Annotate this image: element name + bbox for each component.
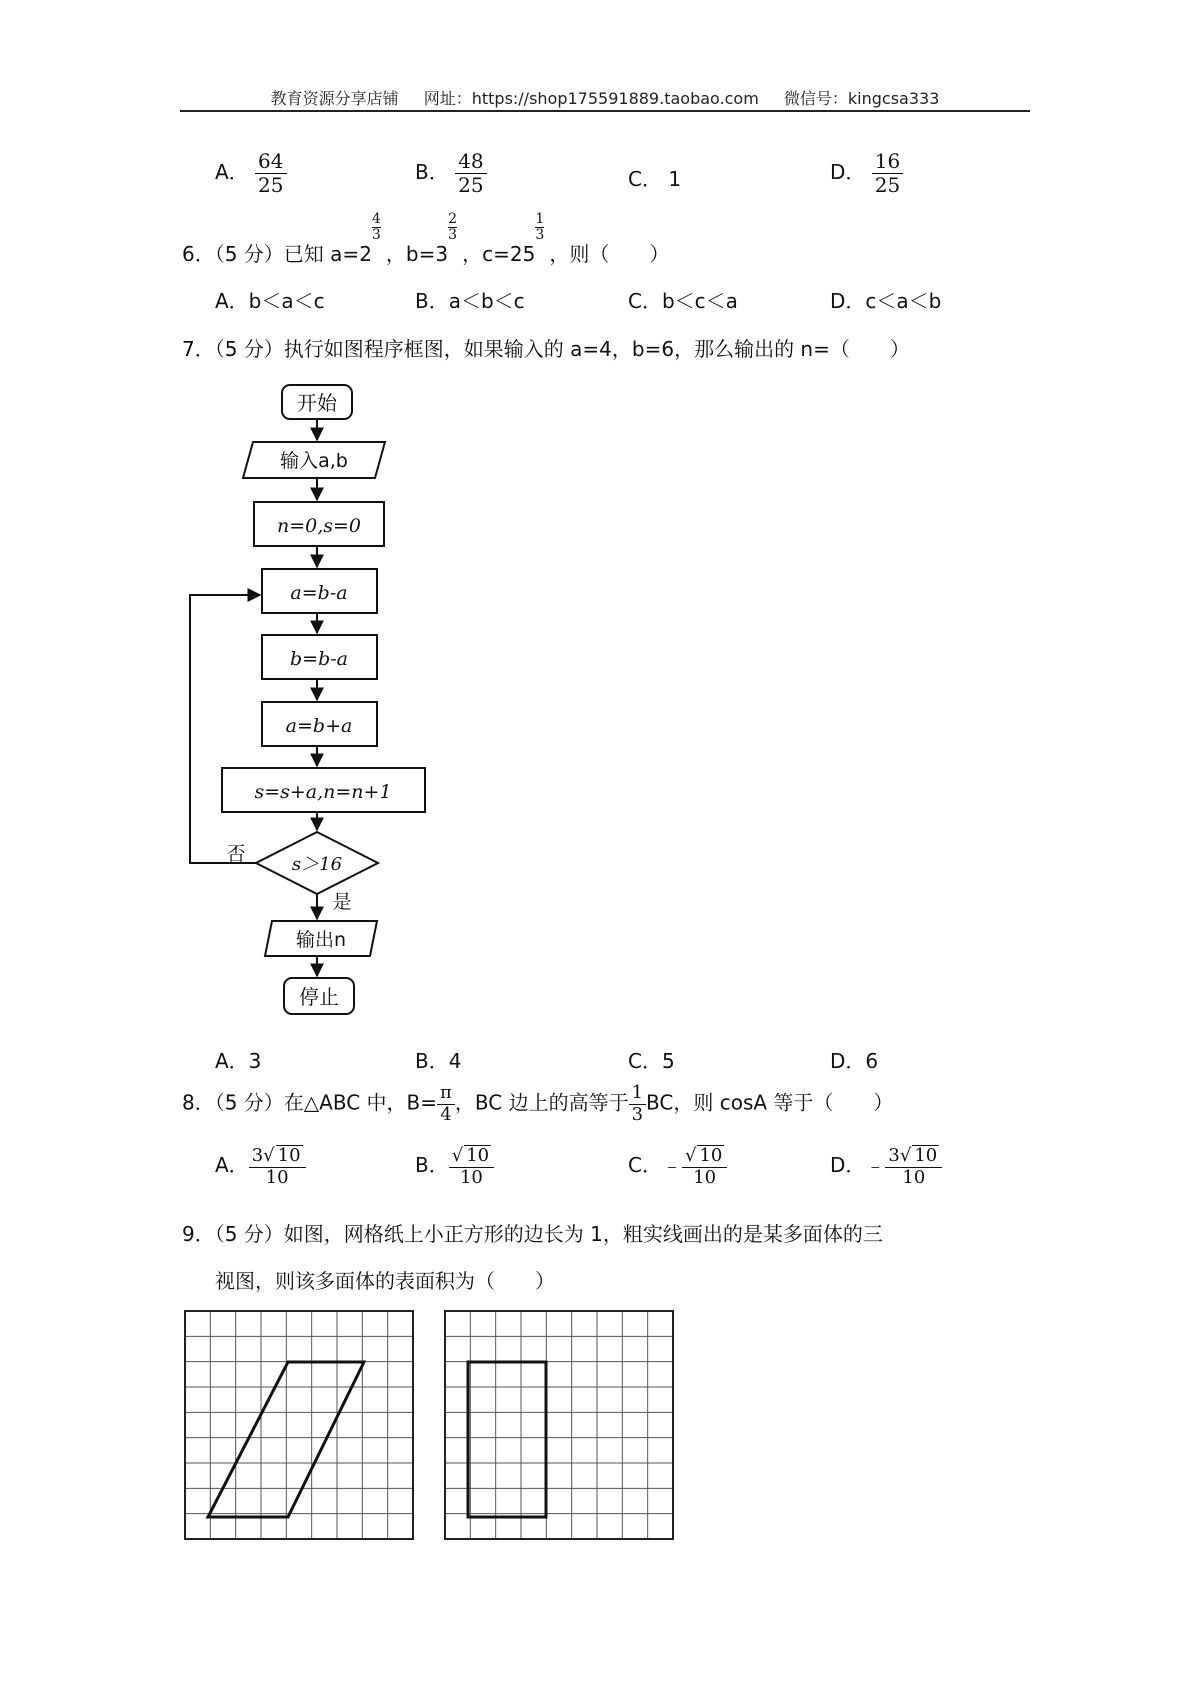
question-9-line2: 视图，则该多面体的表面积为（ ） bbox=[215, 1269, 555, 1293]
flow-step1-label: a=b-a bbox=[290, 582, 348, 604]
q6-b-power: 3 2 3 bbox=[435, 211, 458, 266]
grid-front-view bbox=[184, 1310, 420, 1546]
fraction-numerator: 64 bbox=[255, 150, 286, 174]
q8-prefix: 8．（5 分）在△ABC 中，B= bbox=[182, 1090, 438, 1115]
rectangle-outline bbox=[468, 1362, 546, 1517]
q7-option-c: C．5 bbox=[628, 1049, 675, 1073]
q5-option-a bbox=[215, 150, 287, 197]
q5-option-c bbox=[628, 163, 681, 192]
q6-a-power: 2 4 3 bbox=[359, 211, 381, 266]
flow-input-label: 输入a,b bbox=[280, 450, 348, 472]
q6-option-c: C．b＜c＜a bbox=[628, 289, 738, 313]
flow-stop-label: 停止 bbox=[299, 985, 339, 1009]
shop-name: 教育资源分享店铺 bbox=[270, 89, 399, 108]
flow-loop-back bbox=[190, 595, 260, 863]
flow-init-label: n=0,s=0 bbox=[276, 515, 362, 537]
q8-option-b: B． $\frac{√ 10}{10}$ bbox=[415, 1145, 494, 1188]
fraction-numerator: 48 bbox=[455, 150, 486, 174]
fraction-denominator: 25 bbox=[458, 173, 484, 197]
flow-yes-label: 是 bbox=[332, 891, 352, 913]
wechat-id: 微信号：kingcsa333 bbox=[783, 89, 940, 108]
q8-mid: ，BC 边上的高等于 bbox=[454, 1090, 629, 1115]
q8-height-fraction: $\frac{1}{3}$ bbox=[629, 1083, 646, 1125]
flow-no-label: 否 bbox=[226, 843, 246, 865]
grid-side-view bbox=[444, 1310, 680, 1546]
q6-option-a: A．b＜a＜c bbox=[215, 289, 325, 313]
q5-option-b bbox=[415, 150, 487, 197]
flow-step3-label: a=b+a bbox=[285, 715, 353, 737]
q8-angle-fraction: $\frac{\pi}{4}$ bbox=[437, 1083, 455, 1125]
fraction-denominator: 25 bbox=[874, 173, 901, 197]
q6-c-power: 25 1 3 bbox=[509, 211, 545, 266]
q8-option-a: A． $\frac{3√ 10}{10}$ bbox=[215, 1145, 306, 1188]
option-letter: D． bbox=[830, 160, 866, 184]
option-letter: A． bbox=[215, 160, 249, 184]
fraction-denominator: 25 bbox=[258, 173, 284, 197]
option-letter: C． bbox=[628, 167, 662, 191]
shop-url[interactable]: 网址：https://shop175591889.taobao.com bbox=[423, 89, 759, 108]
flow-step4-label: s=s+a,n=n+1 bbox=[254, 781, 392, 803]
q8-option-c: C．﹣ $\frac{√ 10}{10}$ bbox=[628, 1145, 727, 1188]
flow-step2-label: b=b-a bbox=[290, 648, 348, 670]
q6-option-d: D．c＜a＜b bbox=[830, 289, 942, 313]
fraction-numerator: 16 bbox=[872, 150, 903, 174]
flow-output-label: 输出n bbox=[295, 929, 347, 951]
q6-prefix: 6．（5 分）已知 a= bbox=[182, 242, 360, 266]
question-8 bbox=[182, 1083, 893, 1125]
flowchart bbox=[180, 370, 430, 1030]
q6-option-b: B．a＜b＜c bbox=[415, 289, 525, 313]
question-9-line1: 9．（5 分）如图，网格纸上小正方形的边长为 1，粗实线画出的是某多面体的三 bbox=[182, 1222, 883, 1246]
flow-start-label: 开始 bbox=[297, 391, 337, 415]
option-letter: B． bbox=[415, 160, 449, 184]
q7-option-b: B．4 bbox=[415, 1049, 462, 1073]
question-7: 7．（5 分）执行如图程序框图，如果输入的 a=4，b=6，那么输出的 n=（ ） bbox=[182, 337, 910, 361]
q8-option-d: D．﹣ $\frac{3√ 10}{10}$ bbox=[830, 1145, 942, 1188]
q5-option-d bbox=[830, 150, 903, 197]
option-value: 1 bbox=[668, 167, 682, 191]
flow-condition-label: s＞16 bbox=[291, 854, 343, 875]
question-6: 6．（5 分）已知 a=2 4 3 ，b=3 2 3 ，c=25 1 3 ，则（ ） bbox=[182, 211, 670, 266]
header-divider bbox=[180, 110, 1030, 112]
q7-option-a: A．3 bbox=[215, 1049, 262, 1073]
q7-option-d: D．6 bbox=[830, 1049, 879, 1073]
q8-suffix: BC，则 cosA 等于（ ） bbox=[646, 1090, 894, 1115]
page-header bbox=[180, 86, 1030, 109]
